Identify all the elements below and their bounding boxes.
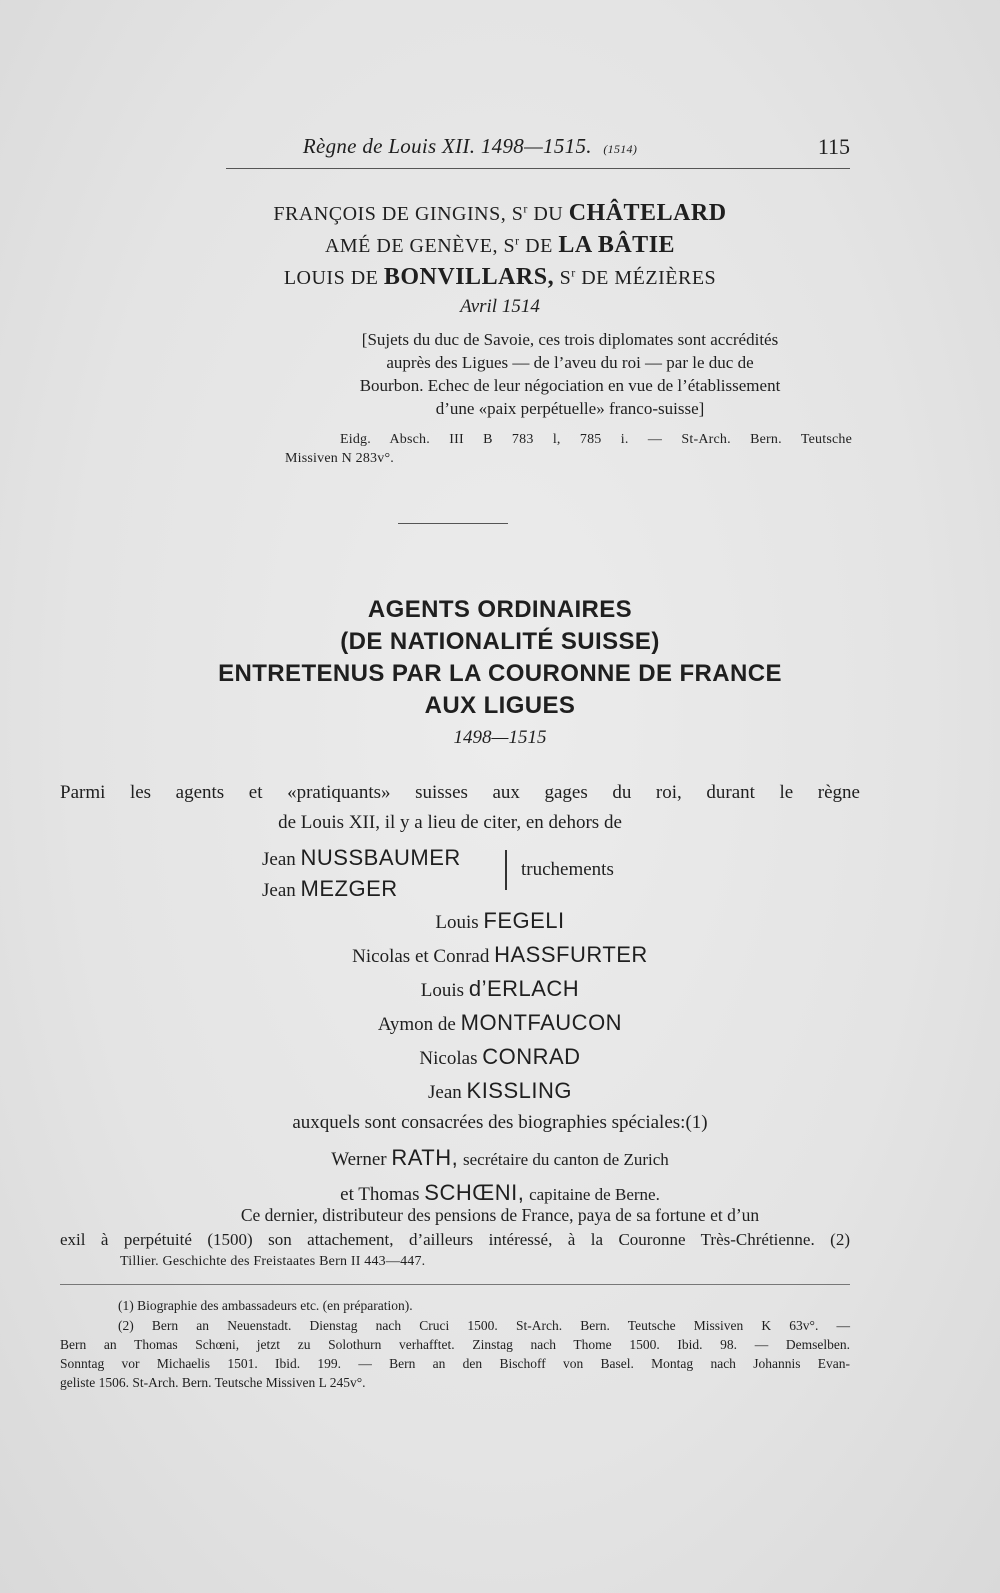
- schoeni-role: capitaine de Berne.: [529, 1185, 660, 1204]
- mission-line-2: [150, 232, 850, 259]
- agent-first: Nicolas et Conrad: [352, 946, 490, 967]
- mission-line-1-prefix: FRANÇOIS DE GINGINS, S: [273, 203, 524, 225]
- section-period: 1498—1515: [453, 727, 547, 748]
- running-head: [60, 134, 850, 168]
- agent-conrad: [150, 1044, 850, 1078]
- agent-erlach: [150, 976, 850, 1010]
- footnote-1: (1) Biographie des ambassadeurs etc. (en préparation).: [118, 1298, 413, 1313]
- section-divider: [398, 523, 508, 524]
- tillier-reference: Tillier. Geschichte des Freistaates Bern II 443—447.: [120, 1254, 426, 1269]
- mission-source-line-2: Missiven N 283v°.: [285, 451, 394, 466]
- mission-name-chatelard: CHÂTELARD: [568, 200, 727, 226]
- agent-last: d’ERLACH: [468, 976, 580, 1001]
- running-title: [240, 134, 700, 159]
- mission-line-2-prefix: AMÉ DE GENÈVE, S: [324, 235, 516, 257]
- footnote-2-line-1: (2) Bern an Neuenstadt. Dienstag nach Cruci 1500. St-Arch. Bern. Teutsche Missiven K 63v°. —: [118, 1318, 850, 1333]
- schoeni-line: [100, 1180, 900, 1206]
- mission-name-bonvillars: BONVILLARS,: [383, 264, 555, 290]
- footnote-2-line-3: Sonntag vor Michaelis 1501. Ibid. 199. — Bern an den Bischoff von Basel. Montag nach Johannis Evan-: [60, 1356, 850, 1371]
- rath-role: secrétaire du canton de Zurich: [463, 1150, 669, 1169]
- truchement-2-first: Jean: [262, 880, 296, 901]
- schoeni-note-line-2: exil à perpétuité (1500) son attachement, d’ailleurs intéressé, à la Couronne Très-Chrétienne. (2): [60, 1230, 850, 1249]
- agent-last: MONTFAUCON: [460, 1010, 623, 1035]
- footnote-2-line-4: geliste 1506. St-Arch. Bern. Teutsche Missiven L 245v°.: [60, 1375, 366, 1390]
- rath-first: Werner: [331, 1149, 387, 1170]
- agent-last: KISSLING: [466, 1078, 572, 1103]
- section-title-line-4: AUX LIGUES: [424, 692, 576, 719]
- section-title-line-2: (DE NATIONALITÉ SUISSE): [340, 628, 660, 655]
- agent-first: Jean: [428, 1082, 462, 1103]
- mission-line-3-prefix: LOUIS DE: [283, 267, 384, 289]
- agent-last: CONRAD: [482, 1044, 581, 1069]
- agent-montfaucon: [150, 1010, 850, 1044]
- agent-first: Nicolas: [419, 1048, 478, 1069]
- agent-hassfurter: [150, 942, 850, 976]
- year-note: (1514): [603, 142, 638, 156]
- summary-line-3: Bourbon. Echec de leur négociation en vue de l’établissement: [359, 376, 781, 395]
- section-title-line-1: AGENTS ORDINAIRES: [367, 596, 633, 623]
- mission-line-1: [150, 200, 850, 227]
- truchements-brace: [505, 850, 507, 890]
- mission-summary: [290, 328, 850, 420]
- intro-line-1: Parmi les agents et «pratiquants» suisses aux gages du roi, durant le règne: [60, 782, 860, 803]
- mission-line-2-sup: r: [515, 233, 520, 248]
- mission-line-3: [150, 264, 850, 291]
- mission-line-3-suffix: DE MÉZIÈRES: [575, 267, 717, 289]
- schoeni-note-line-1: Ce dernier, distributeur des pensions de France, paya de sa fortune et d’un: [240, 1205, 760, 1225]
- header-rule: [226, 168, 850, 169]
- mission-line-1-mid: DU: [527, 203, 569, 225]
- truchement-1-last: NUSSBAUMER: [300, 845, 461, 870]
- section-title-line-3: ENTRETENUS PAR LA COURONNE DE FRANCE: [218, 660, 782, 687]
- schoeni-last: SCHŒNI,: [424, 1180, 525, 1205]
- mission-line-1-sup: r: [523, 201, 528, 216]
- mission-line-3-sup: r: [571, 265, 576, 280]
- mission-name-batie: LA BÂTIE: [558, 232, 676, 258]
- rath-line: [100, 1145, 900, 1171]
- agents-list: [150, 908, 850, 1112]
- agent-first: Aymon de: [377, 1014, 456, 1035]
- mission-date: Avril 1514: [460, 296, 540, 317]
- biographies-line: auxquels sont consacrées des biographies spéciales:(1): [292, 1112, 708, 1133]
- truchement-2: [262, 876, 398, 902]
- truchement-1: [262, 845, 461, 871]
- agent-fegeli: [150, 908, 850, 942]
- truchements-label: truchements: [521, 859, 614, 880]
- agent-kissling: [150, 1078, 850, 1112]
- truchement-2-last: MEZGER: [300, 876, 398, 901]
- agent-last: FEGELI: [483, 908, 565, 933]
- rath-last: RATH,: [391, 1145, 459, 1170]
- mission-line-3-mid: S: [554, 267, 572, 289]
- summary-line-4: d’une «paix perpétuelle» franco-suisse]: [435, 399, 705, 418]
- page-number: 115: [817, 134, 850, 159]
- truchement-1-first: Jean: [262, 849, 296, 870]
- mission-line-2-mid: DE: [519, 235, 559, 257]
- agent-last: HASSFURTER: [494, 942, 648, 967]
- summary-line-1: [Sujets du duc de Savoie, ces trois diplomates sont accrédités: [361, 330, 779, 349]
- running-title-text: Règne de Louis XII. 1498—1515.: [302, 134, 592, 158]
- agent-first: Louis: [435, 912, 479, 933]
- mission-source-line-1: Eidg. Absch. III B 783 l, 785 i. — St-Arch. Bern. Teutsche: [340, 432, 852, 447]
- intro-line-2: de Louis XII, il y a lieu de citer, en dehors de: [278, 812, 622, 833]
- footnote-2: [60, 1316, 850, 1392]
- footnote-2-line-2: Bern an Thomas Schœni, jetzt zu Solothurn verhafftet. Zinstag nach Thome 1500. Ibid. 98. — Demselben.: [60, 1337, 850, 1352]
- summary-line-2: auprès des Ligues — de l’aveu du roi — par le duc de: [386, 353, 754, 372]
- agent-first: Louis: [420, 980, 465, 1001]
- schoeni-first: et Thomas: [340, 1184, 420, 1205]
- footnote-rule: [60, 1284, 850, 1285]
